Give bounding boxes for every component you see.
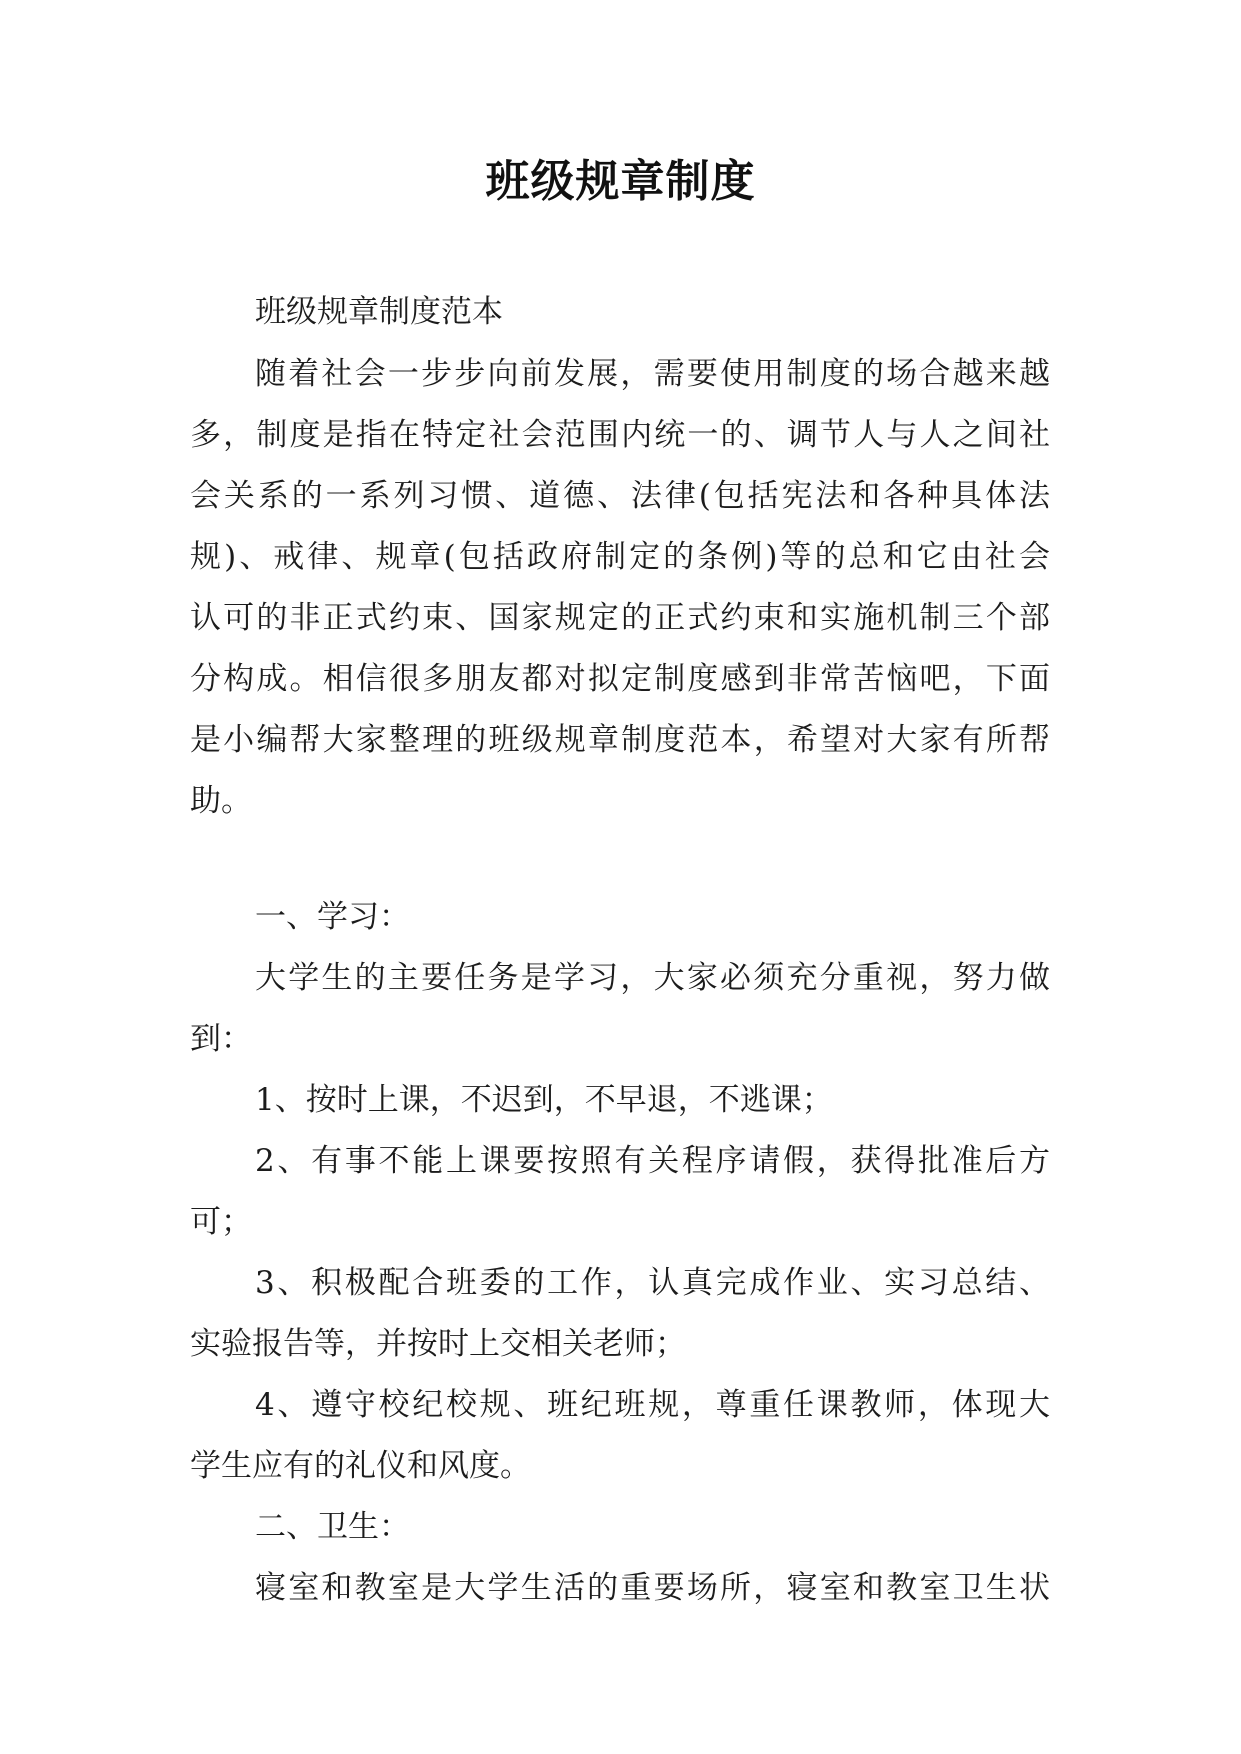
paragraph-line: 大学生的主要任务是学习，大家必须充分重视，努力做 [255, 960, 1050, 996]
section-heading: 一、学习： [255, 899, 410, 935]
paragraph-line: 分构成。相信很多朋友都对拟定制度感到非常苦恼吧，下面 [190, 661, 1050, 697]
list-item-continuation: 可； [190, 1204, 252, 1240]
paragraph-line: 是小编帮大家整理的班级规章制度范本，希望对大家有所帮 [190, 722, 1050, 758]
list-item-continuation: 实验报告等，并按时上交相关老师； [190, 1326, 686, 1362]
paragraph-line: 助。 [190, 783, 252, 819]
list-item: 1、按时上课，不迟到，不早退，不逃课； [255, 1082, 833, 1118]
document-title: 班级规章制度 [485, 156, 756, 207]
paragraph-line: 规)、戒律、规章(包括政府制定的条例)等的总和它由社会 [190, 539, 1050, 575]
list-item: 2、有事不能上课要按照有关程序请假，获得批准后方 [255, 1143, 1050, 1179]
subtitle-line: 班级规章制度范本 [255, 294, 503, 330]
list-item-continuation: 学生应有的礼仪和风度。 [190, 1448, 531, 1484]
paragraph-line: 认可的非正式约束、国家规定的正式约束和实施机制三个部 [190, 600, 1050, 636]
paragraph-line: 寝室和教室是大学生活的重要场所，寝室和教室卫生状 [255, 1570, 1050, 1606]
list-item: 4、遵守校纪校规、班纪班规，尊重任课教师，体现大 [255, 1387, 1050, 1423]
paragraph-line: 会关系的一系列习惯、道德、法律(包括宪法和各种具体法 [190, 478, 1050, 514]
paragraph-line: 随着社会一步步向前发展，需要使用制度的场合越来越 [255, 356, 1050, 392]
paragraph-line: 到： [190, 1021, 252, 1057]
section-heading: 二、卫生： [255, 1509, 410, 1545]
paragraph-line: 多，制度是指在特定社会范围内统一的、调节人与人之间社 [190, 417, 1050, 453]
list-item: 3、积极配合班委的工作，认真完成作业、实习总结、 [255, 1265, 1050, 1301]
